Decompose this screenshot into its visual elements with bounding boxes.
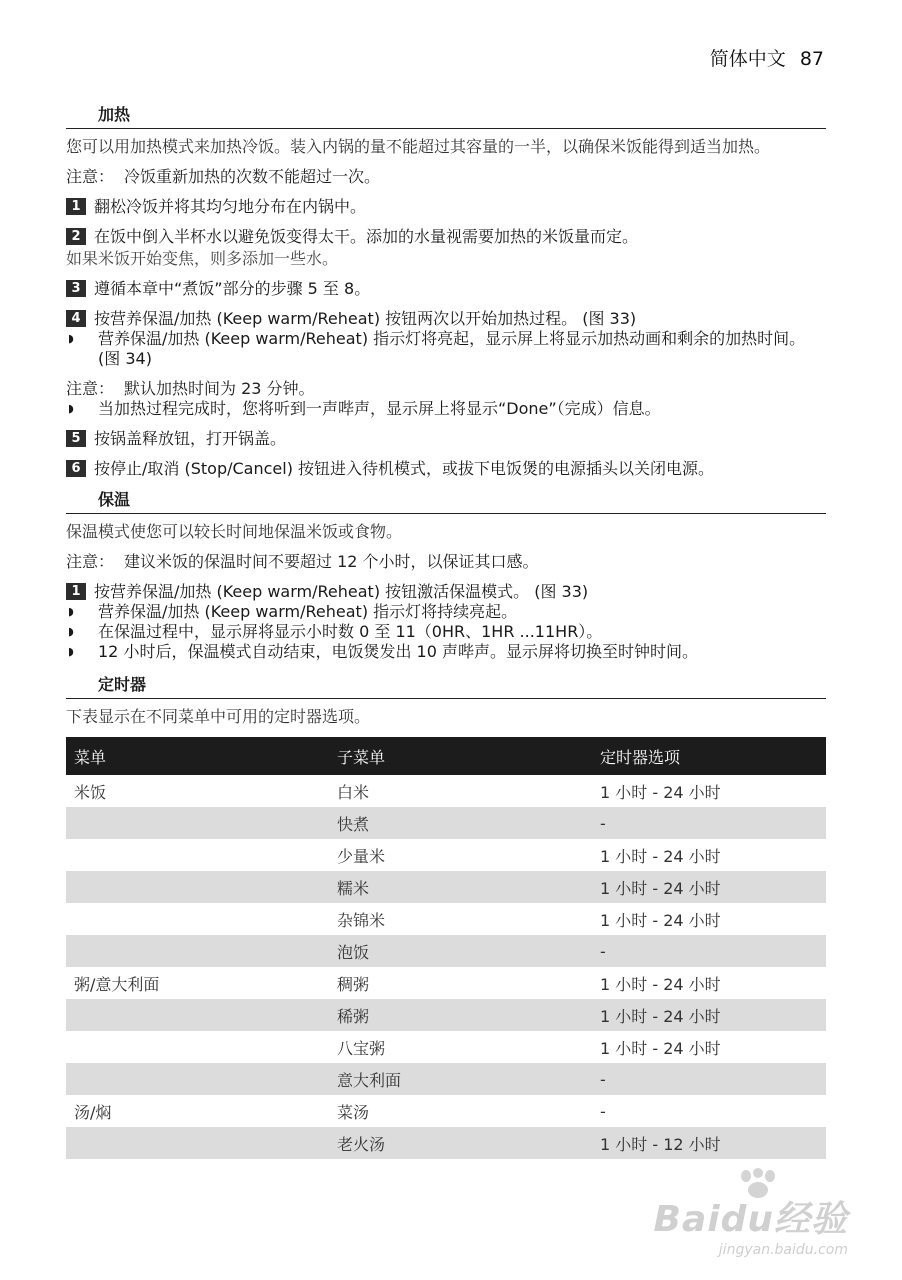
- table-row: [66, 807, 826, 839]
- cell-timer-option: 1 小时 - 24 小时: [592, 999, 826, 1031]
- section-title-heating: 加热: [66, 102, 826, 129]
- heating-step-4: [66, 309, 826, 329]
- cell-menu: [66, 871, 329, 903]
- step-text: 按营养保温/加热 (Keep warm/Reheat) 按钮激活保温模式。 (图 33): [94, 582, 589, 601]
- cell-timer-option: 1 小时 - 24 小时: [592, 871, 826, 903]
- header-language: 简体中文: [709, 48, 786, 70]
- cell-submenu: 白米: [337, 782, 370, 802]
- keep-warm-bullet: [66, 642, 826, 662]
- step-number: 4: [66, 310, 86, 327]
- note-label: 注意：: [66, 167, 115, 186]
- cell-submenu: 稠粥: [337, 974, 370, 994]
- bullet-text: 在保温过程中，显示屏将显示小时数 0 至 11（0HR、1HR ...11HR）。: [98, 622, 603, 641]
- column-header-submenu: 子菜单: [329, 737, 592, 775]
- cell-submenu: 少量米: [337, 846, 386, 866]
- step-text: 翻松冷饭并将其均匀地分布在内锅中。: [94, 197, 367, 216]
- cell-timer-option: 1 小时 - 24 小时: [600, 846, 721, 866]
- bullet-text: 营养保温/加热 (Keep warm/Reheat) 指示灯将持续亮起。: [98, 602, 518, 621]
- baidu-watermark: [654, 1191, 848, 1258]
- cell-menu: [66, 999, 329, 1031]
- bullet-text: 12 小时后，保温模式自动结束，电饭煲发出 10 声哔声。显示屏将切换至时钟时间。: [98, 642, 698, 661]
- step-number: 1: [66, 198, 86, 215]
- step-number: 6: [66, 460, 86, 477]
- heating-step-3: [66, 279, 826, 299]
- cell-timer-option: -: [592, 935, 826, 967]
- step-text: 按停止/取消 (Stop/Cancel) 按钮进入待机模式，或拔下电饭煲的电源插头以关闭电源。: [94, 459, 715, 478]
- cell-menu: [66, 1031, 329, 1063]
- table-row: [66, 1127, 826, 1159]
- cell-menu: [66, 839, 329, 871]
- cell-menu: 米饭: [74, 782, 107, 802]
- note-label: 注意：: [66, 379, 115, 398]
- watermark-url: jingyan.baidu.com: [718, 1242, 848, 1258]
- cell-submenu: 泡饭: [329, 935, 592, 967]
- note-text: 默认加热时间为 23 分钟。: [124, 379, 315, 398]
- manual-content: [66, 100, 826, 1159]
- table-row: [66, 1031, 826, 1063]
- timer-options-table: [66, 737, 826, 1159]
- section-title-keep-warm: 保温: [66, 487, 826, 514]
- cell-menu: [66, 1063, 329, 1095]
- heating-intro: 您可以用加热模式来加热冷饭。装入内锅的量不能超过其容量的一半，以确保米饭能得到适当加热。: [66, 137, 771, 156]
- bullet-text: 当加热过程完成时，您将听到一声哔声，显示屏上将显示“Done”（完成）信息。: [98, 399, 661, 418]
- table-row: [66, 1063, 826, 1095]
- cell-submenu: 稀粥: [329, 999, 592, 1031]
- keep-warm-bullet: [66, 622, 826, 642]
- step-number: 3: [66, 280, 86, 297]
- heating-note-2: [66, 379, 826, 399]
- page-header: [710, 44, 824, 71]
- cell-submenu: 杂锦米: [337, 910, 386, 930]
- table-row: [66, 999, 826, 1031]
- cell-submenu: 菜汤: [337, 1102, 370, 1122]
- cell-timer-option: -: [592, 807, 826, 839]
- note-text: 冷饭重新加热的次数不能超过一次。: [124, 167, 381, 186]
- table-row: [66, 903, 826, 935]
- step-text: 遵循本章中“煮饭”部分的步骤 5 至 8。: [94, 279, 371, 298]
- cell-timer-option: 1 小时 - 24 小时: [600, 974, 721, 994]
- cell-menu: [66, 807, 329, 839]
- cell-timer-option: 1 小时 - 12 小时: [592, 1127, 826, 1159]
- table-row: [66, 935, 826, 967]
- cell-menu: [66, 903, 329, 935]
- timer-table-body: [66, 775, 826, 1159]
- timer-intro: 下表显示在不同菜单中可用的定时器选项。: [66, 707, 371, 726]
- table-row: [66, 967, 826, 999]
- cell-timer-option: 1 小时 - 24 小时: [600, 1038, 721, 1058]
- bullet-marker-icon: ◗: [68, 332, 74, 345]
- note-label: 注意：: [66, 552, 115, 571]
- step-number: 2: [66, 228, 86, 245]
- heating-step-2-sub: 如果米饭开始变焦，则多添加一些水。: [66, 249, 339, 268]
- section-title-timer: 定时器: [66, 672, 826, 699]
- table-row: [66, 839, 826, 871]
- step-text: 在饭中倒入半杯水以避免饭变得太干。添加的水量视需要加热的米饭量而定。: [94, 227, 639, 246]
- bullet-text: 营养保温/加热 (Keep warm/Reheat) 指示灯将亮起，显示屏上将显示加热动画和剩余的加热时间。 (图 34): [98, 329, 806, 368]
- cell-submenu: 八宝粥: [337, 1038, 386, 1058]
- keep-warm-note: [66, 552, 826, 572]
- table-row: [66, 775, 826, 807]
- keep-warm-intro: 保温模式使您可以较长时间地保温米饭或食物。: [66, 522, 403, 541]
- bullet-marker-icon: ◗: [68, 645, 74, 658]
- keep-warm-step-1: [66, 582, 826, 602]
- table-row: [66, 1095, 826, 1127]
- heating-step-1: [66, 197, 826, 217]
- heating-step-4-bullet: [66, 329, 826, 369]
- cell-timer-option: 1 小时 - 24 小时: [600, 910, 721, 930]
- table-header-row: [66, 737, 826, 775]
- heating-note: [66, 167, 826, 187]
- keep-warm-bullet: [66, 602, 826, 622]
- step-number: 1: [66, 583, 86, 600]
- note-text: 建议米饭的保温时间不要超过 12 个小时，以保证其口感。: [124, 552, 539, 571]
- step-text: 按锅盖释放钮，打开锅盖。: [94, 429, 287, 448]
- cell-submenu: 快煮: [329, 807, 592, 839]
- cell-timer-option: -: [592, 1063, 826, 1095]
- cell-submenu: 糯米: [329, 871, 592, 903]
- step-number: 5: [66, 430, 86, 447]
- step-text: 按营养保温/加热 (Keep warm/Reheat) 按钮两次以开始加热过程。 (图 33): [94, 309, 637, 328]
- cell-menu: [66, 1127, 329, 1159]
- column-header-menu: 菜单: [66, 737, 329, 775]
- heating-step-2: [66, 227, 826, 247]
- cell-timer-option: -: [600, 1101, 606, 1121]
- cell-submenu: 意大利面: [329, 1063, 592, 1095]
- cell-timer-option: 1 小时 - 24 小时: [600, 782, 721, 802]
- watermark-brand: Baidu经验: [653, 1199, 848, 1240]
- cell-menu: 粥/意大利面: [74, 974, 160, 994]
- table-row: [66, 871, 826, 903]
- bullet-marker-icon: ◗: [68, 605, 74, 618]
- column-header-timer-options: 定时器选项: [592, 737, 826, 775]
- cell-menu: [66, 935, 329, 967]
- heating-note-2-bullet: [66, 399, 826, 419]
- cell-menu: 汤/焖: [74, 1102, 112, 1122]
- bullet-marker-icon: ◗: [68, 625, 74, 638]
- page-number: 87: [799, 48, 824, 70]
- heating-step-5: [66, 429, 826, 449]
- cell-submenu: 老火汤: [329, 1127, 592, 1159]
- bullet-marker-icon: ◗: [68, 402, 74, 415]
- heating-step-6: [66, 459, 826, 479]
